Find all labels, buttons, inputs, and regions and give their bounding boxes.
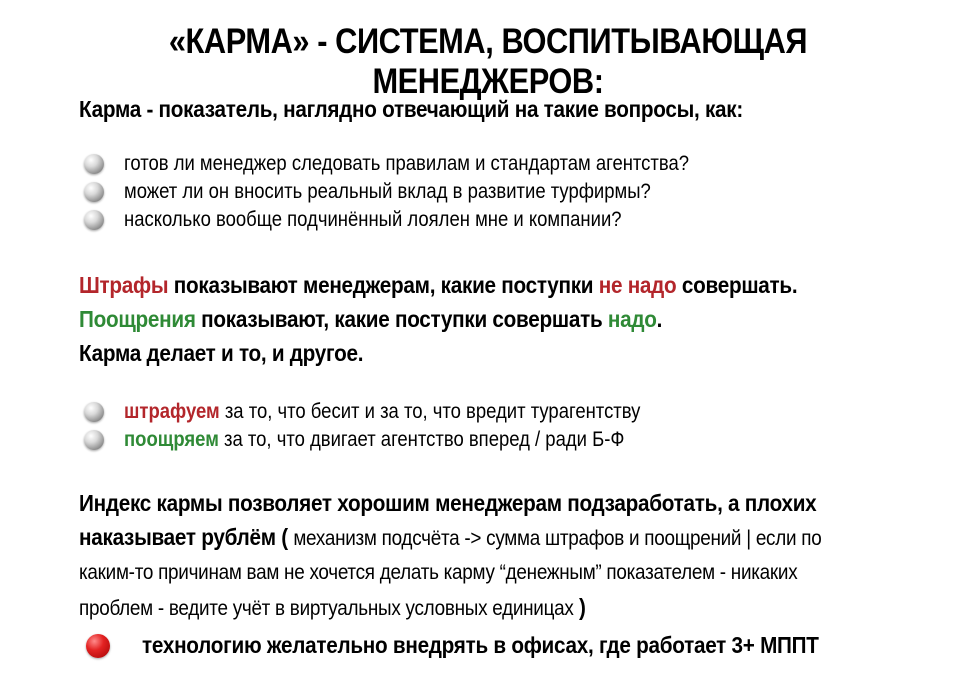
list-item — [84, 426, 711, 454]
rewards-word: Поощрения — [79, 306, 196, 332]
fines-line — [79, 268, 797, 302]
red-ball-icon — [86, 634, 110, 658]
fines-rewards-paragraph — [79, 268, 797, 370]
question-text: готов ли менеджер следовать правилам и стандартам агентства? — [124, 152, 690, 175]
karma-index-paragraph — [79, 486, 889, 626]
fines-mid: показывают менеджерам, какие поступки — [168, 272, 599, 298]
action-verb: штрафуем — [124, 400, 220, 423]
fines-emph: не надо — [598, 272, 677, 298]
action-text — [124, 400, 640, 424]
action-rest: за то, что двигает агентство вперед / ради Б-Ф — [218, 428, 625, 451]
action-rest: за то, что бесит и за то, что вредит турагентству — [219, 400, 641, 423]
question-text: насколько вообще подчинённый лоялен мне и компании? — [124, 208, 622, 231]
action-verb: поощряем — [124, 428, 219, 451]
list-item — [84, 206, 766, 234]
fines-end: совершать. — [676, 272, 798, 298]
index-line-1: Индекс кармы позволяет хорошим менеджерам подзаработать, а плохих — [79, 490, 817, 516]
bullet-ball-icon — [84, 430, 104, 450]
list-item — [84, 178, 766, 206]
index-line-2-bold: наказывает рублём ( — [79, 524, 294, 550]
technology-note-text: технологию желательно внедрять в офисах, где работает 3+ МППТ — [142, 632, 819, 658]
page-title: «КАРМА» - СИСТЕМА, ВОСПИТЫВАЮЩАЯ МЕНЕДЖЕРОВ: — [168, 22, 808, 101]
index-close-paren: ) — [573, 594, 586, 620]
bullet-ball-icon — [84, 402, 104, 422]
rewards-line — [79, 302, 797, 336]
rewards-emph: надо — [607, 306, 657, 332]
list-item — [84, 150, 766, 178]
rewards-end: . — [656, 306, 663, 332]
technology-note — [86, 632, 894, 659]
bullet-ball-icon — [84, 210, 104, 230]
fines-word: Штрафы — [79, 272, 169, 298]
index-line-4-text: проблем - ведите учёт в виртуальных условных единицах — [79, 597, 574, 620]
questions-list — [84, 150, 766, 234]
karma-line: Карма делает и то, и другое. — [79, 340, 364, 366]
list-item — [84, 398, 711, 426]
index-line-2 — [79, 520, 889, 556]
rewards-mid: показывают, какие поступки совершать — [195, 306, 608, 332]
bullet-ball-icon — [84, 154, 104, 174]
karma-definition-heading: Карма - показатель, наглядно отвечающий на такие вопросы, как: — [79, 96, 743, 122]
action-text — [124, 428, 624, 452]
index-line-4 — [79, 590, 889, 626]
index-line-2-normal: механизм подсчёта -> сумма штрафов и поощрений | если по — [293, 527, 822, 550]
bullet-ball-icon — [84, 182, 104, 202]
index-line-3: каким-то причинам вам не хочется делать карму “денежным” показателем - никаких — [79, 561, 798, 584]
question-text: может ли он вносить реальный вклад в развитие турфирмы? — [124, 180, 651, 203]
actions-list — [84, 398, 711, 454]
